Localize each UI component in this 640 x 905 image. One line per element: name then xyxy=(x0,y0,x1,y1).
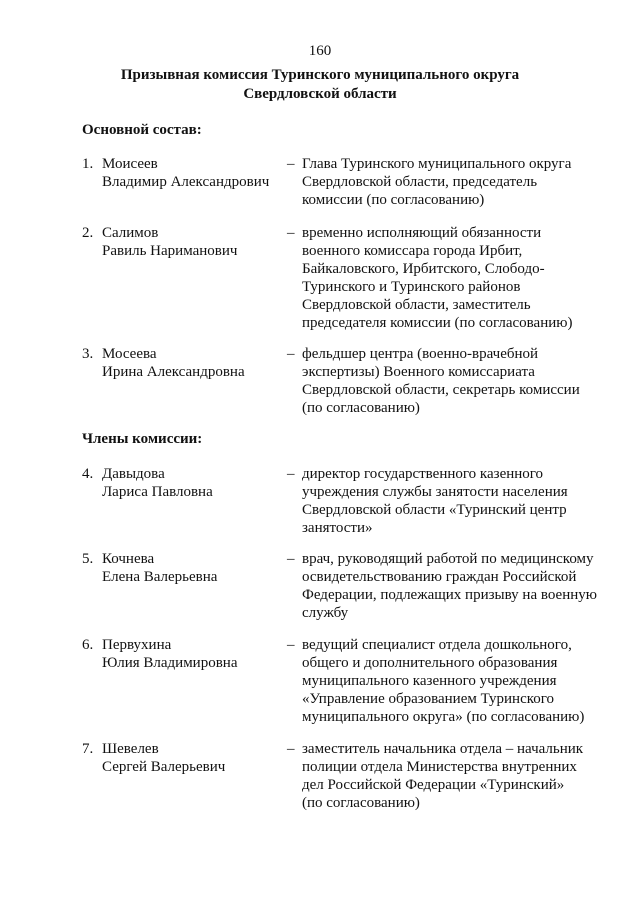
page-number: 160 xyxy=(308,43,332,59)
entry-number: 6. xyxy=(82,637,94,653)
person-given-names: Юлия Владимировна xyxy=(102,655,238,671)
role-line: фельдшер центра (военно-врачебной xyxy=(302,346,539,362)
role-line: освидетельствованию граждан Российской xyxy=(302,569,577,585)
role-line: экспертизы) Военного комиссариата xyxy=(302,364,535,380)
role-line: Свердловской области, секретарь комиссии xyxy=(302,382,580,398)
role-line: врач, руководящий работой по медицинскому xyxy=(302,551,594,567)
role-line: общего и дополнительного образования xyxy=(302,655,558,671)
person-role xyxy=(302,740,612,812)
role-line: «Управление образованием Туринского xyxy=(302,691,555,707)
section-heading-main: Основной состав: xyxy=(82,122,202,138)
person-surname: Моисеев xyxy=(102,156,158,172)
entry-number: 4. xyxy=(82,466,94,482)
dash-separator: – xyxy=(287,466,295,482)
section-heading-members: Члены комиссии: xyxy=(82,431,203,447)
title-line-1: Призывная комиссия Туринского муниципального округа xyxy=(120,67,520,83)
role-line: председателя комиссии (по согласованию) xyxy=(302,315,573,331)
role-line: занятости» xyxy=(302,520,373,536)
person-role xyxy=(302,465,612,537)
dash-separator: – xyxy=(287,637,295,653)
person-given-names: Владимир Александрович xyxy=(102,174,270,190)
role-line: Глава Туринского муниципального округа xyxy=(302,156,572,172)
dash-separator: – xyxy=(287,156,295,172)
role-line: директор государственного казенного xyxy=(302,466,544,482)
person-name xyxy=(102,550,287,586)
dash-separator: – xyxy=(287,225,295,241)
person-given-names: Сергей Валерьевич xyxy=(102,759,226,775)
role-line: Свердловской области, председатель xyxy=(302,174,538,190)
dash-separator: – xyxy=(287,346,295,362)
role-line: полиции отдела Министерства внутренних xyxy=(302,759,577,775)
person-surname: Первухина xyxy=(102,637,172,653)
person-name xyxy=(102,224,287,260)
role-line: военного комиссара города Ирбит, xyxy=(302,243,523,259)
person-role xyxy=(302,636,612,726)
person-given-names: Ирина Александровна xyxy=(102,364,245,380)
person-name xyxy=(102,345,287,381)
entry-number: 3. xyxy=(82,346,94,362)
person-surname: Салимов xyxy=(102,225,159,241)
role-line: Туринского и Туринского районов xyxy=(302,279,521,295)
person-role xyxy=(302,224,612,332)
role-line: Байкаловского, Ирбитского, Слободо- xyxy=(302,261,545,277)
role-line: дел Российской Федерации «Туринский» xyxy=(302,777,565,793)
dash-separator: – xyxy=(287,741,295,757)
entry-number: 2. xyxy=(82,225,94,241)
role-line: временно исполняющий обязанности xyxy=(302,225,542,241)
role-line: Свердловской области «Туринский центр xyxy=(302,502,567,518)
person-role xyxy=(302,345,612,417)
person-surname: Кочнева xyxy=(102,551,155,567)
person-given-names: Равиль Нариманович xyxy=(102,243,238,259)
person-name xyxy=(102,740,287,776)
role-line: Федерации, подлежащих призыву на военную xyxy=(302,587,597,603)
role-line: Свердловской области, заместитель xyxy=(302,297,531,313)
person-role xyxy=(302,155,612,209)
role-line: службу xyxy=(302,605,349,621)
title-line-2: Свердловской области xyxy=(243,86,397,102)
role-line: муниципального округа» (по согласованию) xyxy=(302,709,585,725)
role-line: ведущий специалист отдела дошкольного, xyxy=(302,637,572,653)
entry-number: 5. xyxy=(82,551,94,567)
person-name xyxy=(102,636,287,672)
person-role xyxy=(302,550,612,622)
role-line: (по согласованию) xyxy=(302,795,420,811)
role-line: муниципального казенного учреждения xyxy=(302,673,557,689)
role-line: (по согласованию) xyxy=(302,400,420,416)
document-title xyxy=(0,66,640,104)
person-surname: Шевелев xyxy=(102,741,159,757)
dash-separator: – xyxy=(287,551,295,567)
role-line: комиссии (по согласованию) xyxy=(302,192,485,208)
entry-number: 7. xyxy=(82,741,94,757)
person-name xyxy=(102,155,287,191)
person-given-names: Елена Валерьевна xyxy=(102,569,218,585)
person-given-names: Лариса Павловна xyxy=(102,484,213,500)
person-surname: Давыдова xyxy=(102,466,165,482)
person-name xyxy=(102,465,287,501)
role-line: учреждения службы занятости населения xyxy=(302,484,568,500)
role-line: заместитель начальника отдела – начальник xyxy=(302,741,584,757)
entry-number: 1. xyxy=(82,156,94,172)
person-surname: Мосеева xyxy=(102,346,157,362)
